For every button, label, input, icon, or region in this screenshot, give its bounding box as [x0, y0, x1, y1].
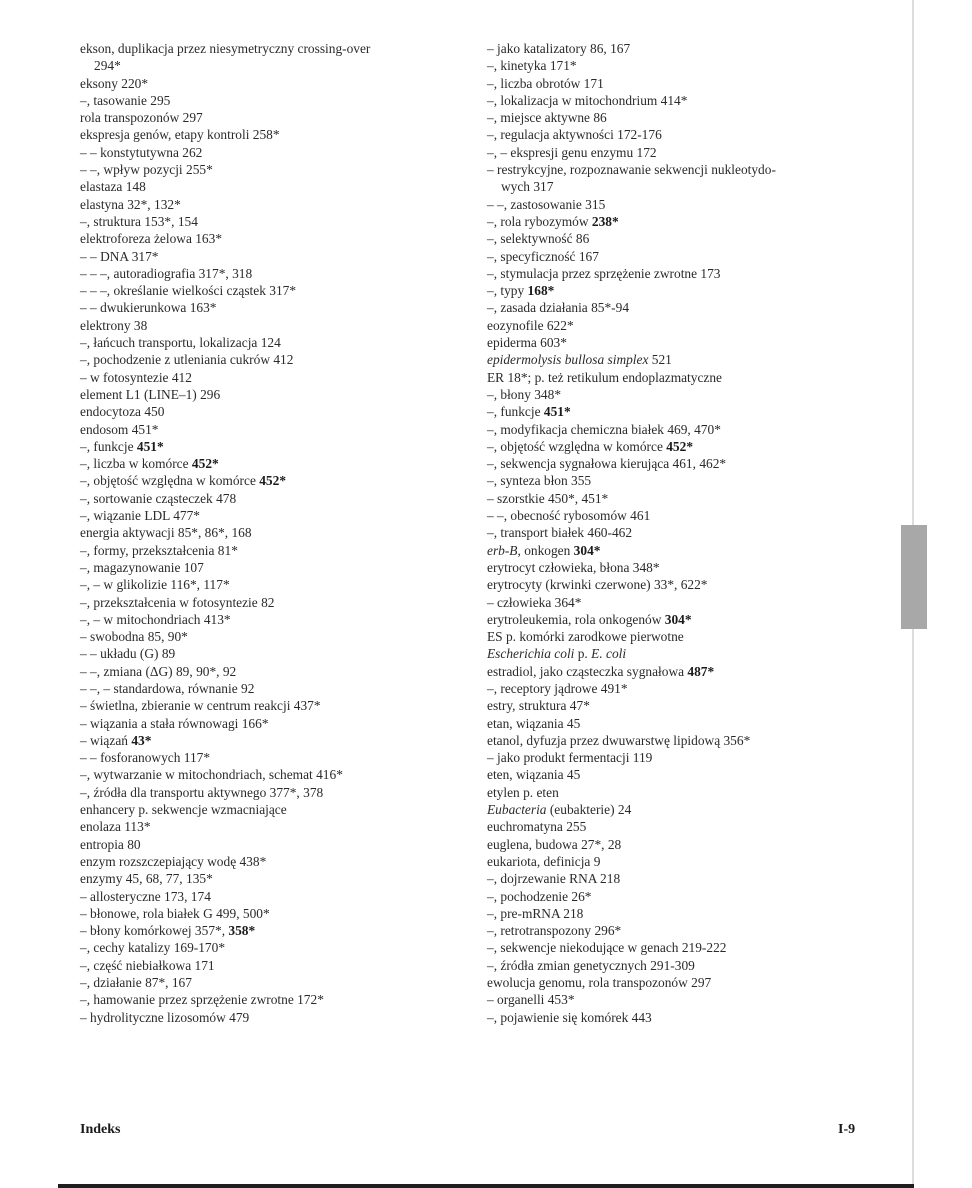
- index-entry: [80, 801, 500, 818]
- index-entry: [487, 663, 907, 680]
- index-entry: [80, 611, 500, 628]
- page-ref-bold: 451*: [136, 438, 164, 454]
- index-entry: [487, 265, 907, 282]
- entry-text: ER 18*; p. też retikulum endoplazmatyczne: [487, 369, 723, 385]
- index-entry: [487, 715, 907, 732]
- entry-text: elastaza 148: [80, 179, 146, 195]
- entry-text: – – –, autoradiografia 317*, 318: [80, 265, 253, 281]
- bottom-rule: [58, 1184, 914, 1188]
- entry-text: – –, obecność rybosomów 461: [487, 508, 651, 524]
- entry-text: – –, – standardowa, równanie 92: [80, 680, 255, 696]
- index-entry: [487, 922, 907, 939]
- entry-text: –, – w mitochondriach 413*: [80, 611, 231, 627]
- entry-text: –, miejsce aktywne 86: [487, 110, 607, 126]
- index-entry: [487, 196, 907, 213]
- entry-text: – organelli 453*: [487, 992, 575, 1008]
- index-entry: [487, 92, 907, 109]
- entry-text: –, receptory jądrowe 491*: [487, 680, 628, 696]
- index-entry: [80, 697, 500, 714]
- entry-text: –, sekwencja sygnałowa kierująca 461, 462*: [487, 456, 727, 472]
- entry-text: ekspresja genów, etapy kontroli 258*: [80, 127, 280, 143]
- index-entry: [80, 351, 500, 368]
- entry-text: erytrocyty (krwinki czerwone) 33*, 622*: [487, 577, 708, 593]
- index-entry: [487, 870, 907, 887]
- index-entry: [487, 455, 907, 472]
- index-entry: [80, 766, 500, 783]
- entry-text: enhancery p. sekwencje wzmacniające: [80, 802, 287, 818]
- entry-text: etan, wiązania 45: [487, 715, 581, 731]
- index-entry: [487, 421, 907, 438]
- entry-text: – allosteryczne 173, 174: [80, 888, 211, 904]
- index-entry: [80, 939, 500, 956]
- index-entry: [80, 75, 500, 92]
- index-entry: [80, 905, 500, 922]
- entry-text: –, pojawienie się komórek 443: [487, 1009, 652, 1025]
- index-entry: [487, 784, 907, 801]
- index-entry: [487, 299, 907, 316]
- index-entry: [80, 645, 500, 662]
- index-entry: [80, 455, 500, 472]
- index-entry: [487, 939, 907, 956]
- entry-text: –, magazynowanie 107: [80, 559, 204, 575]
- index-entry: [487, 697, 907, 714]
- page-ref-bold: 358*: [228, 923, 256, 939]
- entry-text: –, – ekspresji genu enzymu 172: [487, 144, 657, 160]
- entry-text: –, funkcje: [487, 404, 544, 420]
- index-entry: [487, 957, 907, 974]
- entry-text: – szorstkie 450*, 451*: [487, 490, 609, 506]
- entry-text: euglena, budowa 27*, 28: [487, 836, 622, 852]
- index-entry: [487, 836, 907, 853]
- index-entry: [80, 991, 500, 1008]
- index-entry: [487, 749, 907, 766]
- index-entry: [80, 888, 500, 905]
- entry-text: – – konstytutywna 262: [80, 144, 203, 160]
- entry-text: – – DNA 317*: [80, 248, 159, 264]
- index-entry: [80, 282, 500, 299]
- index-column-right: [487, 40, 907, 1026]
- entry-text: – wiązań: [80, 732, 132, 748]
- index-entry: [487, 403, 907, 420]
- index-entry: [80, 1009, 500, 1026]
- entry-text: –, objętość względna w komórce: [80, 473, 260, 489]
- entry-text: –, objętość względna w komórce: [487, 438, 667, 454]
- entry-text: energia aktywacji 85*, 86*, 168: [80, 525, 252, 541]
- index-entry: [80, 749, 500, 766]
- index-entry: [487, 472, 907, 489]
- entry-text: –, modyfikacja chemiczna białek 469, 470*: [487, 421, 721, 437]
- index-entry: [80, 853, 500, 870]
- entry-text: elektroforeza żelowa 163*: [80, 231, 223, 247]
- entry-text: – – dwukierunkowa 163*: [80, 300, 217, 316]
- index-entry: [487, 126, 907, 143]
- index-entry: [80, 732, 500, 749]
- index-entry: [487, 161, 907, 178]
- entry-text: ekson, duplikacja przez niesymetryczny crossing-over: [80, 41, 371, 56]
- entry-text: wych 317: [501, 179, 554, 195]
- index-entry: [487, 680, 907, 697]
- index-entry: [487, 213, 907, 230]
- index-entry: [80, 196, 500, 213]
- entry-text: endosom 451*: [80, 421, 159, 437]
- entry-text: eksony 220*: [80, 75, 149, 91]
- index-entry: [487, 57, 907, 74]
- page-ref-bold: 238*: [591, 213, 619, 229]
- index-entry: [487, 369, 907, 386]
- entry-text: etanol, dyfuzja przez dwuwarstwę lipidową 356*: [487, 732, 751, 748]
- entry-text: –, specyficzność 167: [487, 248, 599, 264]
- entry-text: – wiązania a stała równowagi 166*: [80, 715, 269, 731]
- footer-section-title: Indeks: [80, 1122, 121, 1137]
- entry-text: – świetlna, zbieranie w centrum reakcji 437*: [80, 698, 321, 714]
- entry-text: rola transpozonów 297: [80, 110, 203, 126]
- index-entry: [80, 715, 500, 732]
- page-ref-bold: 451*: [543, 404, 571, 420]
- index-entry: [487, 230, 907, 247]
- entry-text: – – fosforanowych 117*: [80, 750, 211, 766]
- index-entry: [487, 559, 907, 576]
- entry-text: epiderma 603*: [487, 335, 567, 351]
- index-entry: [80, 576, 500, 593]
- entry-text: elastyna 32*, 132*: [80, 196, 181, 212]
- entry-text: – –, zmiana (ΔG) 89, 90*, 92: [80, 663, 237, 679]
- index-entry: [80, 213, 500, 230]
- index-entry: [80, 507, 500, 524]
- index-entry: [80, 57, 500, 74]
- index-entry: [487, 317, 907, 334]
- entry-text: – jako katalizatory 86, 167: [487, 41, 631, 56]
- index-entry: [80, 559, 500, 576]
- entry-text: – jako produkt fermentacji 119: [487, 750, 653, 766]
- index-entry: [80, 40, 500, 57]
- entry-text: –, stymulacja przez sprzężenie zwrotne 173: [487, 265, 721, 281]
- page-ref-bold: 452*: [191, 456, 219, 472]
- entry-text: –, liczba obrotów 171: [487, 75, 604, 91]
- index-entry: [487, 974, 907, 991]
- entry-text: –, sortowanie cząsteczek 478: [80, 490, 237, 506]
- index-entry: [487, 542, 907, 559]
- entry-text: , onkogen: [517, 542, 574, 558]
- term-italic: Escherichia coli: [487, 646, 575, 662]
- entry-text: eukariota, definicja 9: [487, 853, 601, 869]
- entry-text: euchromatyna 255: [487, 819, 587, 835]
- entry-text: – błony komórkowej 357*,: [80, 923, 229, 939]
- page-ref-bold: 43*: [131, 732, 152, 748]
- index-entry: [487, 905, 907, 922]
- entry-text: –, wytwarzanie w mitochondriach, schemat 416*: [80, 767, 343, 783]
- index-entry: [487, 628, 907, 645]
- index-entry: [80, 126, 500, 143]
- entry-text: –, lokalizacja w mitochondrium 414*: [487, 92, 688, 108]
- index-entry: [487, 490, 907, 507]
- index-entry: [80, 299, 500, 316]
- entry-text: –, przekształcenia w fotosyntezie 82: [80, 594, 275, 610]
- entry-text: entropia 80: [80, 836, 141, 852]
- entry-text: 521: [648, 352, 672, 368]
- index-entry: [80, 870, 500, 887]
- entry-text: – – układu (G) 89: [80, 646, 176, 662]
- index-entry: [487, 178, 907, 195]
- index-entry: [80, 109, 500, 126]
- entry-text: – –, zastosowanie 315: [487, 196, 606, 212]
- entry-text: –, retrotranspozony 296*: [487, 923, 622, 939]
- entry-text: –, łańcuch transportu, lokalizacja 124: [80, 335, 281, 351]
- index-entry: [487, 282, 907, 299]
- entry-text: –, struktura 153*, 154: [80, 213, 198, 229]
- index-entry: [487, 351, 907, 368]
- entry-text: –, sekwencje niekodujące w genach 219-222: [487, 940, 727, 956]
- entry-text: –, pochodzenie 26*: [487, 888, 592, 904]
- entry-text: –, – w glikolizie 116*, 117*: [80, 577, 230, 593]
- index-entry: [487, 75, 907, 92]
- entry-text: –, hamowanie przez sprzężenie zwrotne 172*: [80, 992, 324, 1008]
- entry-text: –, selektywność 86: [487, 231, 590, 247]
- entry-text: –, typy: [487, 283, 528, 299]
- entry-text: – człowieka 364*: [487, 594, 582, 610]
- index-column-left: [80, 40, 500, 1026]
- entry-text: –, działanie 87*, 167: [80, 975, 192, 991]
- index-entry: [80, 818, 500, 835]
- entry-text: eozynofile 622*: [487, 317, 574, 333]
- entry-text: –, źródła dla transportu aktywnego 377*, 378: [80, 784, 324, 800]
- index-entry: [80, 178, 500, 195]
- footer-page-number: I-9: [838, 1122, 856, 1137]
- index-entry: [80, 334, 500, 351]
- index-entry: [487, 801, 907, 818]
- index-entry: [80, 92, 500, 109]
- entry-text: –, liczba w komórce: [80, 456, 192, 472]
- index-entry: [487, 991, 907, 1008]
- entry-text: –, tasowanie 295: [80, 92, 171, 108]
- page-ref-bold: 304*: [664, 611, 692, 627]
- entry-text: erytroleukemia, rola onkogenów: [487, 611, 665, 627]
- page-ref-bold: 452*: [666, 438, 694, 454]
- index-entry: [80, 663, 500, 680]
- index-entry: [80, 421, 500, 438]
- index-entry: [487, 853, 907, 870]
- entry-text: –, rola rybozymów: [487, 213, 592, 229]
- entry-text: –, kinetyka 171*: [487, 58, 577, 74]
- entry-text: ES p. komórki zarodkowe pierwotne: [487, 629, 684, 645]
- index-entry: [487, 40, 907, 57]
- index-entry: [80, 524, 500, 541]
- entry-text: – błonowe, rola białek G 499, 500*: [80, 905, 270, 921]
- entry-text: estradiol, jako cząsteczka sygnałowa: [487, 663, 688, 679]
- entry-text: element L1 (LINE–1) 296: [80, 386, 221, 402]
- entry-text: – hydrolityczne lizosomów 479: [80, 1009, 250, 1025]
- entry-text: enolaza 113*: [80, 819, 151, 835]
- index-entry: [80, 680, 500, 697]
- index-entry: [487, 507, 907, 524]
- page-ref-bold: 304*: [573, 542, 601, 558]
- index-entry: [80, 317, 500, 334]
- index-entry: [80, 472, 500, 489]
- index-entry: [487, 524, 907, 541]
- index-entry: [80, 438, 500, 455]
- index-entry: [80, 369, 500, 386]
- entry-text: enzym rozszczepiający wodę 438*: [80, 853, 267, 869]
- entry-text: – – –, określanie wielkości cząstek 317*: [80, 283, 297, 299]
- index-entry: [80, 628, 500, 645]
- index-entry: [487, 732, 907, 749]
- entry-text: – –, wpływ pozycji 255*: [80, 162, 213, 178]
- entry-text: –, transport białek 460-462: [487, 525, 633, 541]
- index-entry: [80, 836, 500, 853]
- index-entry: [80, 490, 500, 507]
- index-entry: [487, 386, 907, 403]
- entry-text: –, część niebiałkowa 171: [80, 957, 215, 973]
- index-entry: [487, 248, 907, 265]
- index-entry: [487, 888, 907, 905]
- entry-text: (eubakterie) 24: [546, 802, 632, 818]
- index-entry: [487, 109, 907, 126]
- entry-text: erytrocyt człowieka, błona 348*: [487, 559, 660, 575]
- index-entry: [80, 784, 500, 801]
- entry-text: –, błony 348*: [487, 386, 562, 402]
- entry-text: 294*: [94, 58, 121, 74]
- index-entry: [80, 922, 500, 939]
- index-entry: [80, 594, 500, 611]
- entry-text: eten, wiązania 45: [487, 767, 581, 783]
- entry-text: –, pre-mRNA 218: [487, 905, 584, 921]
- index-entry: [80, 386, 500, 403]
- index-entry: [80, 144, 500, 161]
- index-entry: [487, 611, 907, 628]
- entry-text: enzymy 45, 68, 77, 135*: [80, 871, 213, 887]
- term-italic: epidermolysis bullosa simplex: [487, 352, 649, 368]
- entry-text: etylen p. eten: [487, 784, 559, 800]
- index-entry: [80, 403, 500, 420]
- index-entry: [487, 144, 907, 161]
- entry-text: –, wiązanie LDL 477*: [80, 508, 200, 524]
- entry-text: –, źródła zmian genetycznych 291-309: [487, 957, 695, 973]
- index-entry: [487, 645, 907, 662]
- term-italic: Eubacteria: [487, 802, 547, 818]
- entry-text: elektrony 38: [80, 317, 148, 333]
- entry-text: estry, struktura 47*: [487, 698, 590, 714]
- entry-text: – restrykcyjne, rozpoznawanie sekwencji nukleotydo-: [487, 162, 776, 178]
- entry-text: –, synteza błon 355: [487, 473, 592, 489]
- term-italic: E. coli: [591, 646, 627, 662]
- index-entry: [80, 230, 500, 247]
- index-entry: [80, 542, 500, 559]
- index-entry: [80, 957, 500, 974]
- index-entry: [80, 161, 500, 178]
- page-ref-bold: 168*: [527, 283, 555, 299]
- index-entry: [80, 248, 500, 265]
- entry-text: – swobodna 85, 90*: [80, 629, 188, 645]
- entry-text: –, funkcje: [80, 438, 137, 454]
- entry-text: p.: [574, 646, 592, 662]
- index-entry: [487, 438, 907, 455]
- entry-text: –, cechy katalizy 169-170*: [80, 940, 226, 956]
- entry-text: ewolucja genomu, rola transpozonów 297: [487, 975, 712, 991]
- index-entry: [487, 334, 907, 351]
- index-entry: [80, 974, 500, 991]
- page-ref-bold: 452*: [259, 473, 287, 489]
- entry-text: –, dojrzewanie RNA 218: [487, 871, 621, 887]
- index-entry: [487, 594, 907, 611]
- entry-text: –, zasada działania 85*-94: [487, 300, 630, 316]
- entry-text: –, pochodzenie z utleniania cukrów 412: [80, 352, 294, 368]
- index-entry: [487, 1009, 907, 1026]
- index-entry: [487, 818, 907, 835]
- index-entry: [487, 576, 907, 593]
- index-entry: [80, 265, 500, 282]
- entry-text: –, regulacja aktywności 172-176: [487, 127, 662, 143]
- entry-text: – w fotosyntezie 412: [80, 369, 192, 385]
- page-ref-bold: 487*: [687, 663, 715, 679]
- entry-text: endocytoza 450: [80, 404, 165, 420]
- entry-text: –, formy, przekształcenia 81*: [80, 542, 238, 558]
- index-entry: [487, 766, 907, 783]
- term-italic: erb-B: [487, 542, 518, 558]
